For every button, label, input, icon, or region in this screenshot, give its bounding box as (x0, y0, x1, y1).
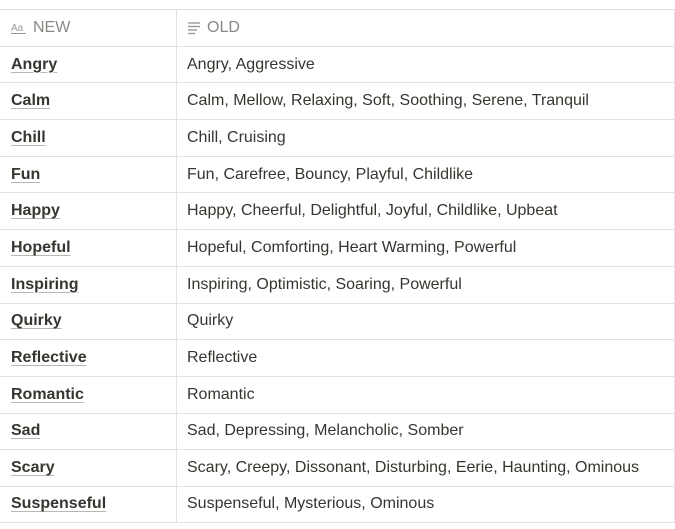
table-row (0, 46, 675, 83)
table-row (0, 119, 675, 156)
row-title[interactable]: Quirky (11, 312, 62, 330)
row-old-value: Hopeful, Comforting, Heart Warming, Powerful (187, 238, 517, 256)
row-old-value: Romantic (187, 385, 255, 403)
row-title[interactable]: Happy (11, 202, 60, 220)
table-row (0, 303, 675, 340)
row-title[interactable]: Reflective (11, 349, 87, 367)
row-title[interactable]: Chill (11, 128, 46, 146)
row-old-value: Happy, Cheerful, Delightful, Joyful, Childlike, Upbeat (187, 202, 558, 220)
row-title[interactable]: Romantic (11, 385, 84, 403)
row-old-value: Fun, Carefree, Bouncy, Playful, Childlike (187, 165, 474, 183)
column-header-new-label: NEW (33, 18, 71, 36)
new-cell[interactable] (0, 340, 177, 376)
row-title[interactable]: Hopeful (11, 238, 71, 256)
table-row (0, 266, 675, 303)
old-cell[interactable] (177, 340, 675, 376)
old-cell[interactable] (177, 267, 675, 303)
table-row (0, 156, 675, 193)
database-table (0, 9, 675, 523)
old-cell[interactable] (177, 487, 675, 522)
column-header-new[interactable] (0, 10, 177, 46)
old-cell[interactable] (177, 304, 675, 340)
row-title[interactable]: Fun (11, 165, 41, 183)
table-row (0, 413, 675, 450)
row-old-value: Quirky (187, 312, 234, 330)
old-cell[interactable] (177, 47, 675, 83)
row-title[interactable]: Inspiring (11, 275, 79, 293)
new-cell[interactable] (0, 83, 177, 119)
old-cell[interactable] (177, 450, 675, 486)
row-title[interactable]: Calm (11, 92, 51, 110)
table-row (0, 449, 675, 486)
table-row (0, 192, 675, 229)
row-old-value: Inspiring, Optimistic, Soaring, Powerful (187, 275, 462, 293)
new-cell[interactable] (0, 377, 177, 413)
new-cell[interactable] (0, 230, 177, 266)
text-type-icon (11, 21, 27, 35)
new-cell[interactable] (0, 267, 177, 303)
row-title[interactable]: Scary (11, 459, 55, 477)
table-row (0, 339, 675, 376)
old-cell[interactable] (177, 377, 675, 413)
new-cell[interactable] (0, 450, 177, 486)
row-old-value: Chill, Cruising (187, 128, 286, 146)
new-cell[interactable] (0, 487, 177, 522)
new-cell[interactable] (0, 157, 177, 193)
new-cell[interactable] (0, 414, 177, 450)
column-header-old-label: OLD (207, 18, 240, 36)
old-cell[interactable] (177, 414, 675, 450)
old-cell[interactable] (177, 193, 675, 229)
svg-text:Aa: Aa (11, 22, 24, 34)
table-header-row (0, 9, 675, 46)
row-old-value: Suspenseful, Mysterious, Ominous (187, 495, 435, 513)
table-row (0, 229, 675, 266)
row-old-value: Calm, Mellow, Relaxing, Soft, Soothing, Serene, Tranquil (187, 92, 589, 110)
old-cell[interactable] (177, 120, 675, 156)
new-cell[interactable] (0, 304, 177, 340)
old-cell[interactable] (177, 157, 675, 193)
row-title[interactable]: Angry (11, 55, 58, 73)
table-row (0, 486, 675, 523)
row-title[interactable]: Sad (11, 422, 41, 440)
row-old-value: Angry, Aggressive (187, 55, 315, 73)
new-cell[interactable] (0, 193, 177, 229)
new-cell[interactable] (0, 47, 177, 83)
old-cell[interactable] (177, 83, 675, 119)
row-old-value: Sad, Depressing, Melancholic, Somber (187, 422, 464, 440)
text-lines-icon (187, 21, 201, 35)
table-row (0, 82, 675, 119)
new-cell[interactable] (0, 120, 177, 156)
table-row (0, 376, 675, 413)
row-old-value: Reflective (187, 349, 258, 367)
row-old-value: Scary, Creepy, Dissonant, Disturbing, Eerie, Haunting, Ominous (187, 459, 640, 477)
column-header-old[interactable] (177, 10, 675, 46)
old-cell[interactable] (177, 230, 675, 266)
row-title[interactable]: Suspenseful (11, 495, 107, 513)
